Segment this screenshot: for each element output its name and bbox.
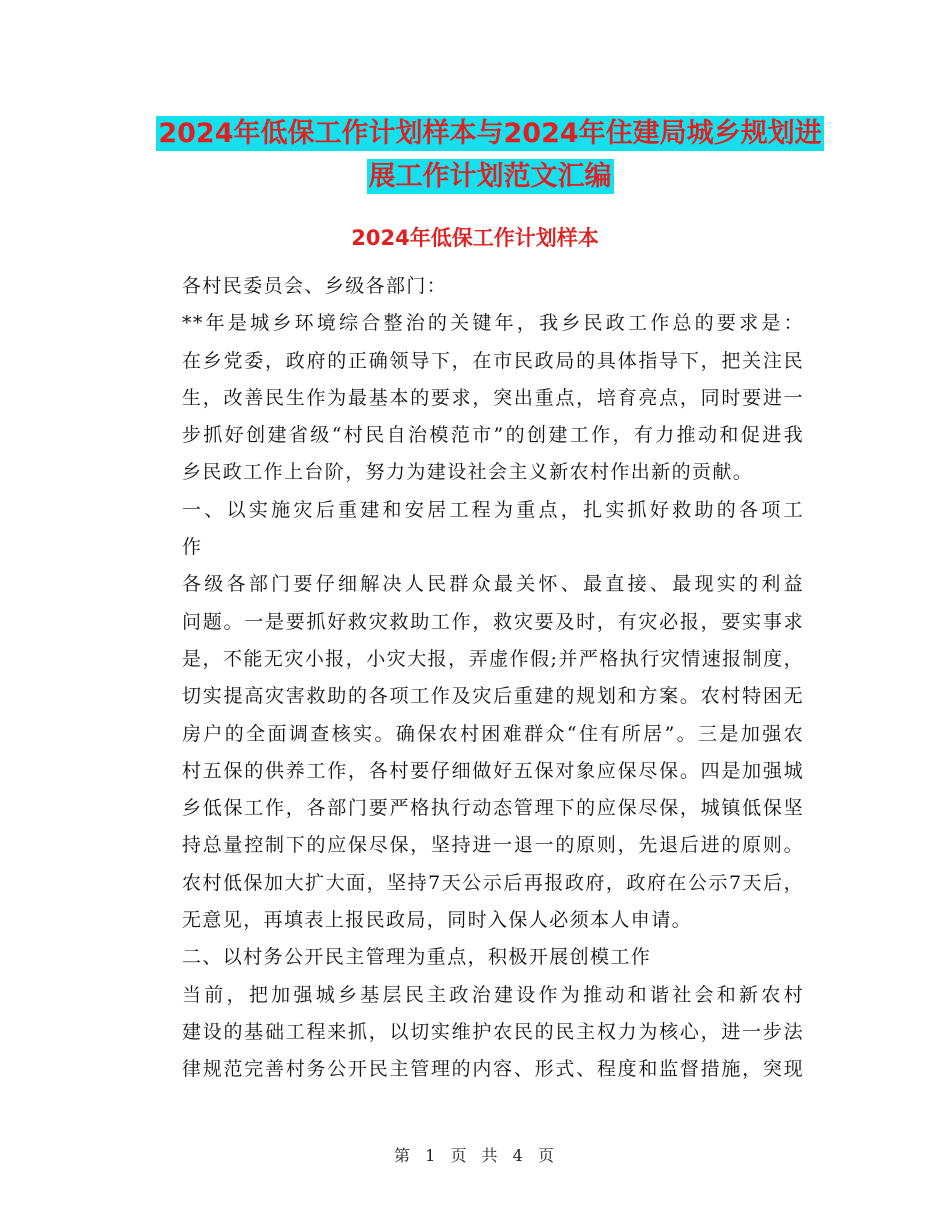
document-title (150, 112, 830, 198)
footer-total-pages: 4 (512, 1146, 525, 1165)
document-title-line-1: 2024年低保工作计划样本与2024年住建局城乡规划进 (158, 118, 822, 149)
paragraph-line: 一、以实施灾后重建和安居工程为重点，扎实抓好救助的各项工 (182, 498, 804, 521)
paragraph-line: 建设的基础工程来抓，以切实维护农民的民主权力为核心，进一步法 (182, 1020, 804, 1043)
paragraph-line: 生，改善民生作为最基本的要求，突出重点，培育亮点，同时要进一 (182, 386, 804, 409)
paragraph-line: 当前，把加强城乡基层民主政治建设作为推动和谐社会和新农村 (182, 983, 804, 1006)
paragraph-line: 各级各部门要仔细解决人民群众最关怀、最直接、最现实的利益 (182, 573, 804, 596)
paragraph-line: 乡民政工作上台阶，努力为建设社会主义新农村作出新的贡献。 (182, 461, 754, 484)
footer-prefix: 第 (394, 1146, 413, 1165)
paragraph-3 (144, 977, 804, 1089)
paragraph-line: 持总量控制下的应保尽保，坚持进一退一的原则，先退后进的原则。 (182, 834, 804, 857)
footer-suffix: 页 (537, 1146, 556, 1165)
paragraph-line: 无意见，再填表上报民政局，同时入保人必须本人申请。 (182, 909, 693, 932)
page-footer (0, 1145, 950, 1167)
paragraph-line: 问题。一是要抓好救灾救助工作，救灾要及时，有灾必报，要实事求 (182, 610, 804, 633)
document-title-line-2: 展工作计划范文汇编 (368, 161, 612, 192)
paragraph-2 (144, 566, 804, 939)
paragraph-1 (144, 305, 804, 491)
paragraph-line: 农村低保加大扩大面，坚持7天公示后再报政府，政府在公示7天后， (182, 871, 804, 894)
paragraph-line: 是，不能无灾小报，小灾大报，弄虚作假;并严格执行灾情速报制度， (182, 647, 804, 670)
footer-total-label: 共 (481, 1146, 500, 1165)
paragraph-line: 二、以村务公开民主管理为重点，积极开展创模工作 (182, 946, 652, 969)
footer-page-number: 1 (425, 1146, 438, 1165)
paragraph-line: **年是城乡环境综合整治的关键年，我乡民政工作总的要求是： (182, 312, 804, 335)
salutation: 各村民委员会、乡级各部门： (182, 275, 448, 297)
heading-1 (144, 492, 804, 567)
heading-2 (144, 939, 804, 976)
paragraph-line: 乡低保工作，各部门要严格执行动态管理下的应保尽保，城镇低保坚 (182, 797, 804, 820)
document-body (144, 268, 804, 1089)
paragraph-line: 作 (182, 536, 203, 559)
paragraph-line: 切实提高灾害救助的各项工作及灾后重建的规划和方案。农村特困无 (182, 685, 804, 708)
paragraph-line: 步抓好创建省级“村民自治模范市”的创建工作，有力推动和促进我 (182, 424, 804, 447)
paragraph-line: 房户的全面调查核实。确保农村困难群众“住有所居”。三是加强农 (182, 722, 804, 745)
section-title: 2024年低保工作计划样本 (351, 226, 599, 250)
paragraph-line: 律规范完善村务公开民主管理的内容、形式、程度和监督措施，突现 (182, 1058, 804, 1081)
paragraph-line: 村五保的供养工作，各村要仔细做好五保对象应保尽保。四是加强城 (182, 759, 804, 782)
paragraph-line: 在乡党委，政府的正确领导下，在市民政局的具体指导下，把关注民 (182, 349, 804, 372)
footer-page-label: 页 (450, 1146, 469, 1165)
